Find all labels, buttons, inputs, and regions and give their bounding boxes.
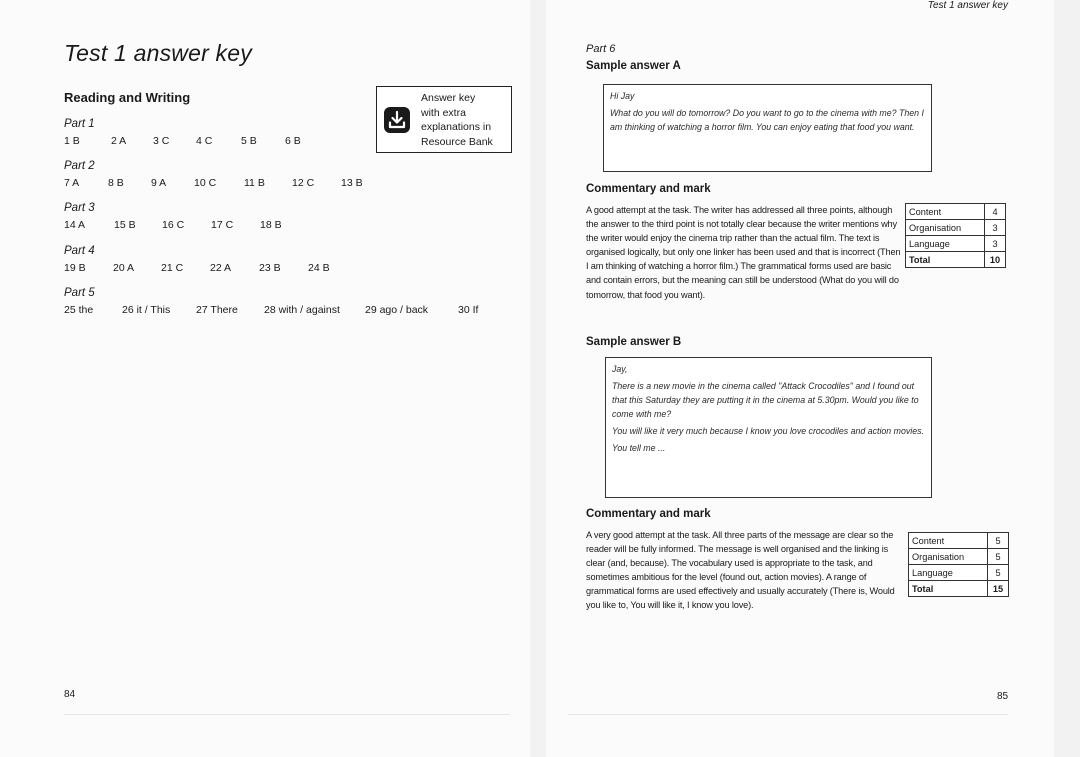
part-3 [64, 202, 282, 231]
marks-value: 5 [988, 533, 1009, 549]
answer-item: 23 B [259, 262, 281, 274]
answer-item: 5 B [241, 135, 257, 147]
resource-bank-text [421, 91, 493, 149]
part-2 [64, 160, 363, 189]
answer-item: 14 A [64, 219, 86, 231]
answer-item: 26 it / This [122, 304, 171, 316]
resource-bank-line: with extra [421, 106, 466, 119]
answer-row [64, 135, 301, 147]
marks-total-row [906, 252, 1006, 268]
answer-item: 12 C [292, 177, 315, 189]
answer-row [64, 177, 363, 189]
part-label: Part 3 [64, 202, 95, 214]
marks-label: Total [909, 581, 988, 597]
marks-table-b [908, 532, 1009, 597]
answer-item: 13 B [341, 177, 363, 189]
answer-item: 18 B [260, 219, 282, 231]
answer-item: 16 C [162, 219, 185, 231]
answer-item: 1 B [64, 135, 80, 147]
sample-b-letter [605, 357, 932, 498]
left-page [0, 0, 530, 757]
sample-a-heading: Sample answer A [586, 60, 681, 72]
answer-item: 30 If [458, 304, 479, 316]
answer-item: 6 B [285, 135, 301, 147]
letter-greeting: Hi Jay [610, 91, 635, 101]
part-4 [64, 245, 330, 274]
marks-value: 15 [988, 581, 1009, 597]
marks-label: Content [906, 204, 985, 220]
page-number: 85 [997, 691, 1009, 702]
commentary-b-heading: Commentary and mark [586, 508, 711, 520]
marks-value: 5 [988, 565, 1009, 581]
running-header: Test 1 answer key [927, 0, 1008, 11]
marks-value: 4 [985, 204, 1006, 220]
marks-row [909, 549, 1009, 565]
marks-row [909, 565, 1009, 581]
resource-bank-line: explanations in [421, 121, 492, 133]
answer-item: 27 There [196, 304, 238, 316]
answer-item: 28 with / against [264, 304, 340, 316]
answer-item: 19 B [64, 262, 86, 274]
commentary-b-text: A very good attempt at the task. All three parts of the message are clear so the reader will be fully informed. The message is well organised and the linking is clear (and, because). The vocabulary used is appropriate to the task, and sometimes ambitious for the level (found out, action movies). A range of grammatical forms are used effectively and usually accurately (There is, Would you like to, You will like it, I know you love). [586, 530, 895, 611]
letter-greeting: Jay, [612, 364, 628, 374]
right-page [546, 0, 1054, 757]
letter-body: What do you will do tomorrow? Do you want to go to the cinema with me? Then I am thinking of watching a horror film. You can enjoy eating that food you want. [610, 108, 924, 132]
marks-row [909, 533, 1009, 549]
answer-item: 24 B [308, 262, 330, 274]
download-icon [384, 107, 410, 133]
page-title: Test 1 answer key [64, 40, 252, 66]
answer-item: 10 C [194, 177, 217, 189]
marks-value: 3 [985, 236, 1006, 252]
part-1 [64, 118, 301, 147]
marks-row [906, 236, 1006, 252]
part-label: Part 2 [64, 160, 95, 172]
section-title: Reading and Writing [64, 90, 191, 105]
marks-table-a [905, 203, 1006, 268]
answer-row [64, 219, 282, 231]
marks-label: Language [906, 236, 985, 252]
commentary-a-heading: Commentary and mark [586, 183, 711, 195]
marks-value: 3 [985, 220, 1006, 236]
marks-row [906, 204, 1006, 220]
commentary-a-text: A good attempt at the task. The writer has addressed all three points, although the answer to the third point is not totally clear because the writer mentions why the writer would enjoy the cinema trip rather than the actual film. The text is organised logically, but only one linker has been used and that is incorrect (Then I am thinking of watching a horror film.) The grammatical forms used are basic and contain errors, but the meaning can still be understood (What do you will do tomorrow, that food you want). [586, 205, 901, 300]
answer-row [64, 304, 478, 316]
marks-value: 5 [988, 549, 1009, 565]
answer-item: 21 C [161, 262, 184, 274]
part-5 [64, 287, 478, 316]
answer-item: 25 the [64, 304, 94, 316]
answer-item: 22 A [210, 262, 232, 274]
sample-b-heading: Sample answer B [586, 336, 682, 348]
answer-item: 20 A [113, 262, 135, 274]
part-label: Part 5 [64, 287, 95, 299]
part-6-label: Part 6 [586, 43, 616, 55]
resource-bank-box [376, 86, 512, 153]
resource-bank-line: Resource Bank [421, 135, 493, 148]
resource-bank-line: Answer key [421, 92, 476, 104]
answer-item: 2 A [111, 135, 127, 147]
answer-item: 3 C [153, 135, 170, 147]
marks-row [906, 220, 1006, 236]
answer-item: 11 B [244, 177, 265, 189]
answer-item: 15 B [114, 219, 136, 231]
letter-paragraph: You tell me ... [612, 443, 666, 453]
marks-label: Content [909, 533, 988, 549]
answer-row [64, 262, 330, 274]
letter-paragraph: You will like it very much because I know you love crocodiles and action movies. [612, 426, 924, 436]
marks-label: Organisation [909, 549, 988, 565]
marks-label: Language [909, 565, 988, 581]
answer-item: 8 B [108, 177, 124, 189]
bottom-divider [568, 714, 1008, 715]
answer-item: 4 C [196, 135, 213, 147]
letter-paragraph: There is a new movie in the cinema called "Attack Crocodiles" and I found out that this Saturday they are putting it in the cinema at 5.30pm. Would you like to come with me? [612, 381, 919, 419]
marks-value: 10 [985, 252, 1006, 268]
bottom-divider [64, 714, 510, 715]
marks-total-row [909, 581, 1009, 597]
answer-item: 29 ago / back [365, 304, 429, 316]
answer-item: 17 C [211, 219, 234, 231]
part-label: Part 4 [64, 245, 95, 257]
answer-item: 7 A [64, 177, 80, 189]
part-label: Part 1 [64, 118, 95, 130]
marks-label: Organisation [906, 220, 985, 236]
page-number: 84 [64, 689, 76, 700]
sample-a-letter [603, 84, 932, 172]
answer-item: 9 A [151, 177, 167, 189]
marks-label: Total [906, 252, 985, 268]
